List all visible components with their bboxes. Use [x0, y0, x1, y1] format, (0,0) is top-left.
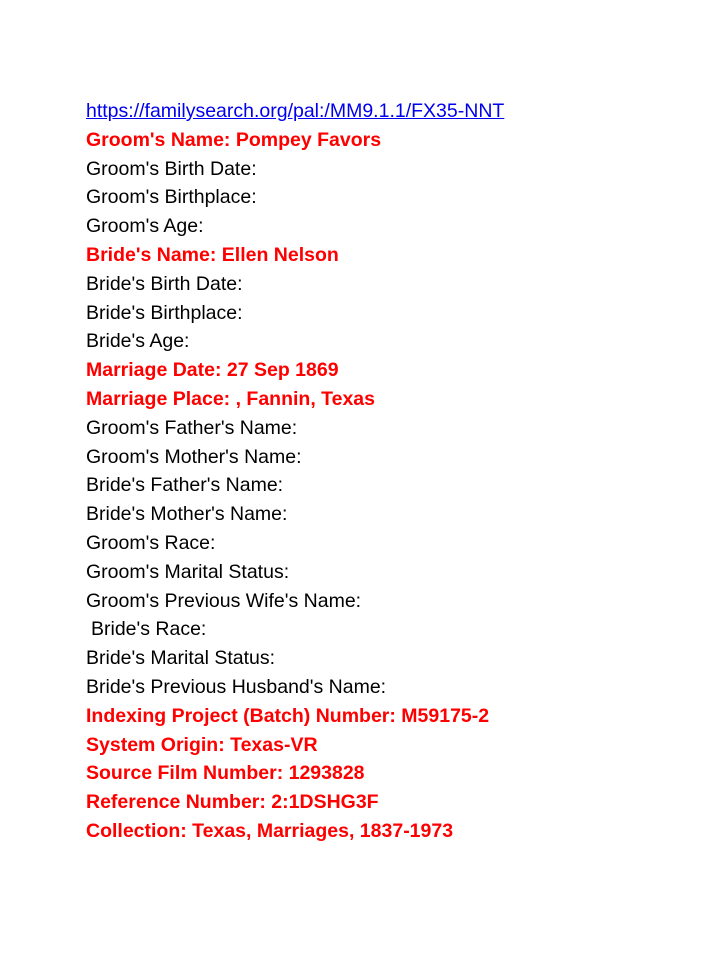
groom-birth-date: Groom's Birth Date:	[86, 157, 257, 180]
bride-previous-husband-name: Bride's Previous Husband's Name:	[86, 675, 387, 698]
groom-birthplace: Groom's Birthplace:	[86, 186, 257, 209]
bride-mother-name: Bride's Mother's Name:	[86, 503, 288, 526]
groom-father-name: Groom's Father's Name:	[86, 416, 298, 439]
bride-age: Bride's Age:	[86, 330, 190, 353]
bride-birthplace: Bride's Birthplace:	[86, 301, 243, 324]
reference-number: Reference Number: 2:1DSHG3F	[86, 791, 379, 814]
groom-name: Groom's Name: Pompey Favors	[86, 128, 382, 151]
groom-race: Groom's Race:	[86, 531, 216, 554]
bride-name: Bride's Name: Ellen Nelson	[86, 243, 339, 266]
collection: Collection: Texas, Marriages, 1837-1973	[86, 819, 454, 842]
groom-mother-name: Groom's Mother's Name:	[86, 445, 302, 468]
bride-birth-date: Bride's Birth Date:	[86, 272, 243, 295]
bride-father-name: Bride's Father's Name:	[86, 474, 284, 497]
groom-marital-status: Groom's Marital Status:	[86, 560, 290, 583]
record-url-link[interactable]: https://familysearch.org/pal:/MM9.1.1/FX35-NNT	[86, 100, 505, 122]
marriage-date: Marriage Date: 27 Sep 1869	[86, 359, 339, 382]
marriage-place: Marriage Place: , Fannin, Texas	[86, 387, 375, 410]
system-origin: System Origin: Texas-VR	[86, 733, 318, 756]
source-film-number: Source Film Number: 1293828	[86, 762, 365, 785]
groom-previous-wife-name: Groom's Previous Wife's Name:	[86, 589, 362, 612]
indexing-project-number: Indexing Project (Batch) Number: M59175-2	[86, 704, 490, 727]
bride-race: Bride's Race:	[91, 618, 207, 641]
bride-marital-status: Bride's Marital Status:	[86, 647, 276, 670]
groom-age: Groom's Age:	[86, 215, 204, 238]
marriage-record	[86, 97, 706, 846]
